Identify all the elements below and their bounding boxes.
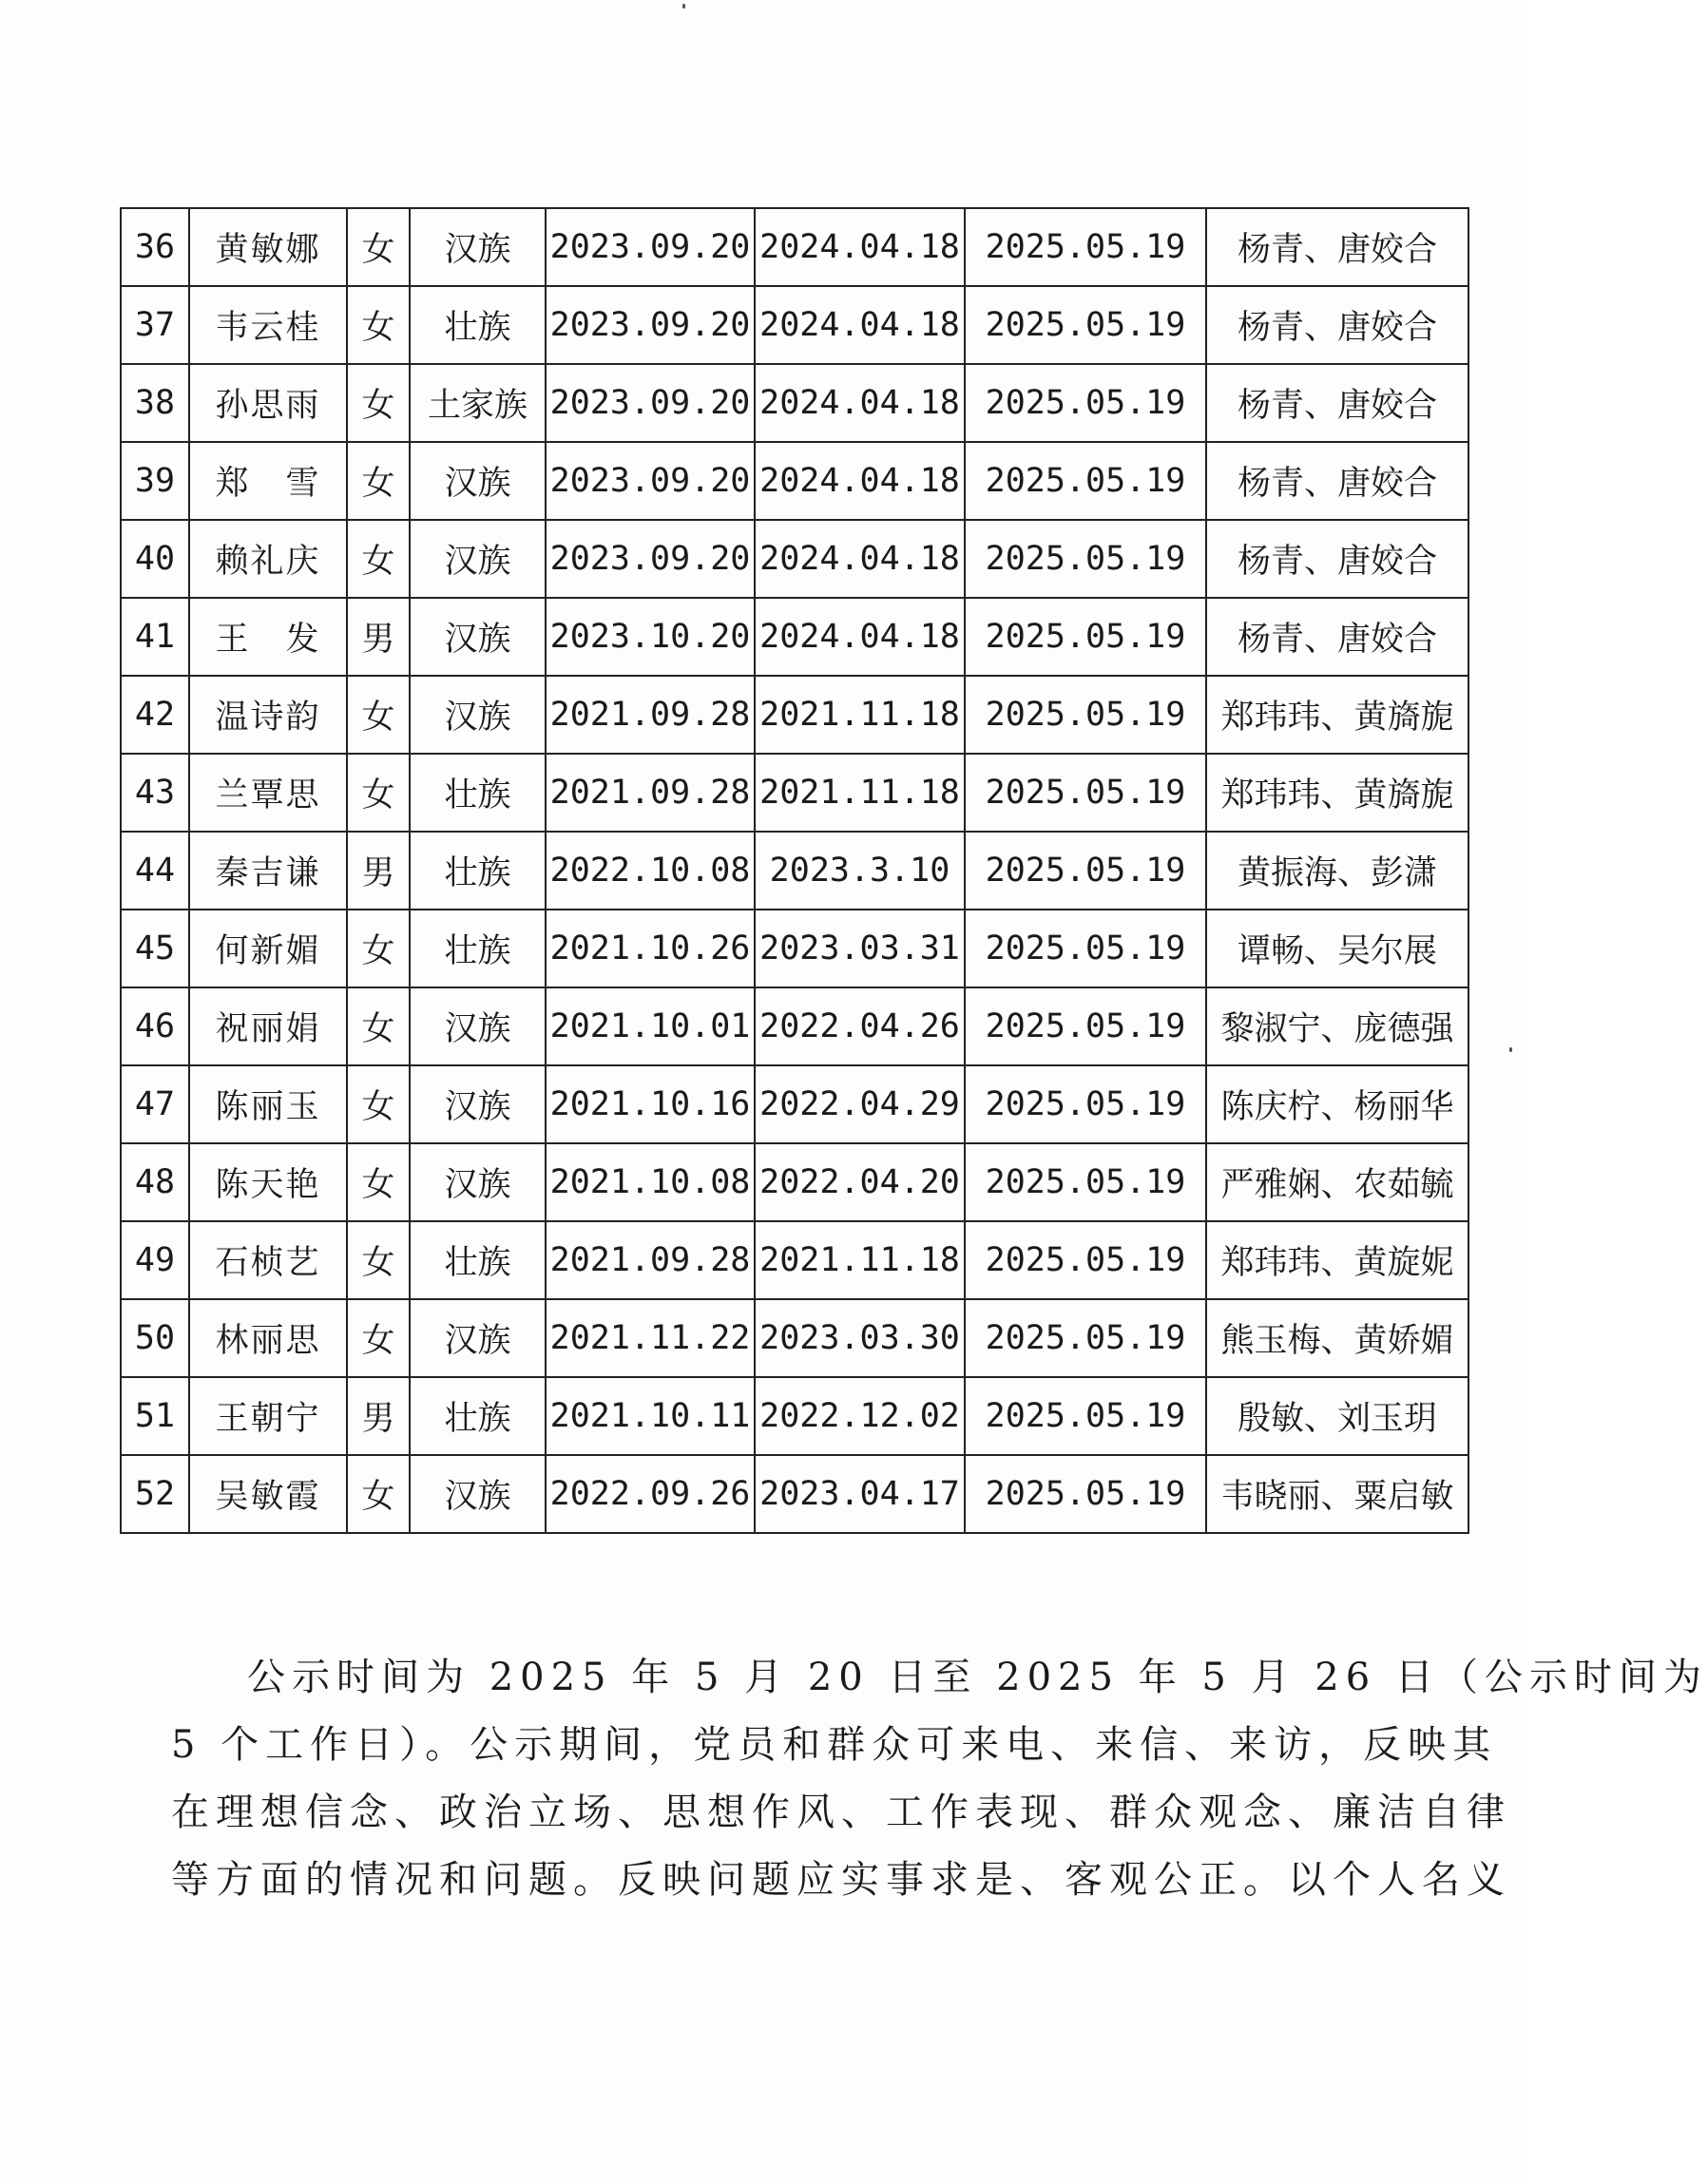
development-date-cell: 2025.05.19 [965,754,1206,832]
ethnicity-cell: 汉族 [410,598,546,676]
table-row [121,598,1468,676]
development-date-cell: 2025.05.19 [965,286,1206,364]
application-date-cell: 2023.09.20 [546,286,755,364]
introducers-cell: 郑玮玮、黄旖旎 [1206,676,1468,754]
activist-date-cell: 2023.03.30 [755,1299,965,1377]
table-row [121,987,1468,1065]
application-date-cell: 2021.10.08 [546,1143,755,1221]
activist-date-cell: 2023.03.31 [755,910,965,987]
development-date-cell: 2025.05.19 [965,910,1206,987]
development-date-cell: 2025.05.19 [965,1377,1206,1455]
member-name-cell: 吴敏霞 [189,1455,347,1533]
gender-cell: 女 [347,1065,410,1143]
activist-date-cell: 2023.04.17 [755,1455,965,1533]
introducers-cell: 杨青、唐姣合 [1206,364,1468,442]
member-name-cell: 石桢艺 [189,1221,347,1299]
ethnicity-cell: 壮族 [410,832,546,910]
application-date-cell: 2023.09.20 [546,520,755,598]
table-row [121,208,1468,286]
row-number-cell: 49 [121,1221,189,1299]
ethnicity-cell: 壮族 [410,1377,546,1455]
roster-body [121,208,1468,1533]
table-row [121,910,1468,987]
introducers-cell: 杨青、唐姣合 [1206,520,1468,598]
row-number-cell: 51 [121,1377,189,1455]
row-number-cell: 48 [121,1143,189,1221]
introducers-cell: 殷敏、刘玉玥 [1206,1377,1468,1455]
gender-cell: 女 [347,520,410,598]
member-name-cell: 祝丽娟 [189,987,347,1065]
row-number-cell: 44 [121,832,189,910]
ethnicity-cell: 土家族 [410,364,546,442]
application-date-cell: 2022.10.08 [546,832,755,910]
introducers-cell: 郑玮玮、黄旖旎 [1206,754,1468,832]
ethnicity-cell: 壮族 [410,286,546,364]
gender-cell: 女 [347,1299,410,1377]
activist-date-cell: 2021.11.18 [755,676,965,754]
activist-date-cell: 2024.04.18 [755,286,965,364]
development-date-cell: 2025.05.19 [965,442,1206,520]
ethnicity-cell: 汉族 [410,1455,546,1533]
development-date-cell: 2025.05.19 [965,1455,1206,1533]
application-date-cell: 2021.11.22 [546,1299,755,1377]
activist-date-cell: 2024.04.18 [755,598,965,676]
introducers-cell: 杨青、唐姣合 [1206,286,1468,364]
gender-cell: 女 [347,1143,410,1221]
table-row [121,1377,1468,1455]
introducers-cell: 杨青、唐姣合 [1206,208,1468,286]
ethnicity-cell: 汉族 [410,1065,546,1143]
row-number-cell: 42 [121,676,189,754]
table-row [121,1455,1468,1533]
table-row [121,832,1468,910]
row-number-cell: 40 [121,520,189,598]
development-date-cell: 2025.05.19 [965,1299,1206,1377]
application-date-cell: 2021.09.28 [546,754,755,832]
gender-cell: 男 [347,598,410,676]
member-name-cell: 何新媚 [189,910,347,987]
activist-date-cell: 2024.04.18 [755,208,965,286]
development-date-cell: 2025.05.19 [965,1143,1206,1221]
introducers-cell: 严雅娴、农茹毓 [1206,1143,1468,1221]
introducers-cell: 杨青、唐姣合 [1206,598,1468,676]
application-date-cell: 2023.09.20 [546,442,755,520]
introducers-cell: 黄振海、彭潇 [1206,832,1468,910]
gender-cell: 女 [347,208,410,286]
member-name-cell: 郑 雪 [189,442,347,520]
member-name-cell: 王朝宁 [189,1377,347,1455]
gender-cell: 女 [347,286,410,364]
ethnicity-cell: 壮族 [410,910,546,987]
activist-date-cell: 2024.04.18 [755,442,965,520]
activist-date-cell: 2021.11.18 [755,1221,965,1299]
row-number-cell: 37 [121,286,189,364]
gender-cell: 女 [347,676,410,754]
ethnicity-cell: 汉族 [410,520,546,598]
activist-date-cell: 2024.04.18 [755,520,965,598]
gender-cell: 女 [347,1455,410,1533]
member-name-cell: 黄敏娜 [189,208,347,286]
introducers-cell: 谭畅、吴尔展 [1206,910,1468,987]
row-number-cell: 50 [121,1299,189,1377]
development-date-cell: 2025.05.19 [965,987,1206,1065]
application-date-cell: 2021.10.16 [546,1065,755,1143]
member-roster-table [120,207,1469,1534]
gender-cell: 男 [347,832,410,910]
table-row [121,1221,1468,1299]
activist-date-cell: 2021.11.18 [755,754,965,832]
gender-cell: 女 [347,364,410,442]
member-name-cell: 王 发 [189,598,347,676]
notice-paragraph [171,1644,1708,1914]
development-date-cell: 2025.05.19 [965,832,1206,910]
activist-date-cell: 2022.04.20 [755,1143,965,1221]
notice-line: 等方面的情况和问题。反映问题应实事求是、客观公正。以个人名义 [171,1858,1511,1902]
activist-date-cell: 2022.04.29 [755,1065,965,1143]
table-row [121,1299,1468,1377]
application-date-cell: 2023.09.20 [546,364,755,442]
member-name-cell: 韦云桂 [189,286,347,364]
application-date-cell: 2023.10.20 [546,598,755,676]
table-row [121,286,1468,364]
notice-line: 在理想信念、政治立场、思想作风、工作表现、群众观念、廉洁自律 [171,1791,1511,1834]
ethnicity-cell: 汉族 [410,987,546,1065]
development-date-cell: 2025.05.19 [965,520,1206,598]
development-date-cell: 2025.05.19 [965,208,1206,286]
table-row [121,364,1468,442]
table-row [121,1143,1468,1221]
activist-date-cell: 2022.12.02 [755,1377,965,1455]
introducers-cell: 杨青、唐姣合 [1206,442,1468,520]
member-name-cell: 秦吉谦 [189,832,347,910]
row-number-cell: 41 [121,598,189,676]
member-name-cell: 林丽思 [189,1299,347,1377]
development-date-cell: 2025.05.19 [965,1221,1206,1299]
row-number-cell: 46 [121,987,189,1065]
gender-cell: 女 [347,1221,410,1299]
table-row [121,754,1468,832]
activist-date-cell: 2022.04.26 [755,987,965,1065]
row-number-cell: 36 [121,208,189,286]
development-date-cell: 2025.05.19 [965,676,1206,754]
gender-cell: 女 [347,754,410,832]
ethnicity-cell: 壮族 [410,754,546,832]
gender-cell: 女 [347,987,410,1065]
row-number-cell: 45 [121,910,189,987]
introducers-cell: 郑玮玮、黄旋妮 [1206,1221,1468,1299]
gender-cell: 女 [347,910,410,987]
development-date-cell: 2025.05.19 [965,598,1206,676]
ethnicity-cell: 壮族 [410,1221,546,1299]
development-date-cell: 2025.05.19 [965,1065,1206,1143]
member-name-cell: 赖礼庆 [189,520,347,598]
scan-speck [1509,1047,1512,1052]
application-date-cell: 2021.10.01 [546,987,755,1065]
row-number-cell: 43 [121,754,189,832]
development-date-cell: 2025.05.19 [965,364,1206,442]
introducers-cell: 熊玉梅、黄娇媚 [1206,1299,1468,1377]
notice-line: 公示时间为 2025 年 5 月 20 日至 2025 年 5 月 26 日（公示时间为 [247,1656,1708,1699]
activist-date-cell: 2023.3.10 [755,832,965,910]
notice-line: 5 个工作日）。公示期间，党员和群众可来电、来信、来访，反映其 [171,1723,1498,1767]
table-row [121,1065,1468,1143]
ethnicity-cell: 汉族 [410,676,546,754]
application-date-cell: 2023.09.20 [546,208,755,286]
row-number-cell: 47 [121,1065,189,1143]
introducers-cell: 黎淑宁、庞德强 [1206,987,1468,1065]
row-number-cell: 52 [121,1455,189,1533]
gender-cell: 男 [347,1377,410,1455]
ethnicity-cell: 汉族 [410,1299,546,1377]
application-date-cell: 2022.09.26 [546,1455,755,1533]
introducers-cell: 韦晓丽、粟启敏 [1206,1455,1468,1533]
introducers-cell: 陈庆柠、杨丽华 [1206,1065,1468,1143]
application-date-cell: 2021.09.28 [546,1221,755,1299]
ethnicity-cell: 汉族 [410,1143,546,1221]
ethnicity-cell: 汉族 [410,208,546,286]
member-name-cell: 孙思雨 [189,364,347,442]
scan-speck [682,4,685,9]
row-number-cell: 39 [121,442,189,520]
ethnicity-cell: 汉族 [410,442,546,520]
gender-cell: 女 [347,442,410,520]
table-row [121,520,1468,598]
member-name-cell: 温诗韵 [189,676,347,754]
application-date-cell: 2021.09.28 [546,676,755,754]
activist-date-cell: 2024.04.18 [755,364,965,442]
table-row [121,442,1468,520]
member-name-cell: 陈天艳 [189,1143,347,1221]
row-number-cell: 38 [121,364,189,442]
table-row [121,676,1468,754]
member-name-cell: 陈丽玉 [189,1065,347,1143]
application-date-cell: 2021.10.26 [546,910,755,987]
member-name-cell: 兰覃思 [189,754,347,832]
application-date-cell: 2021.10.11 [546,1377,755,1455]
